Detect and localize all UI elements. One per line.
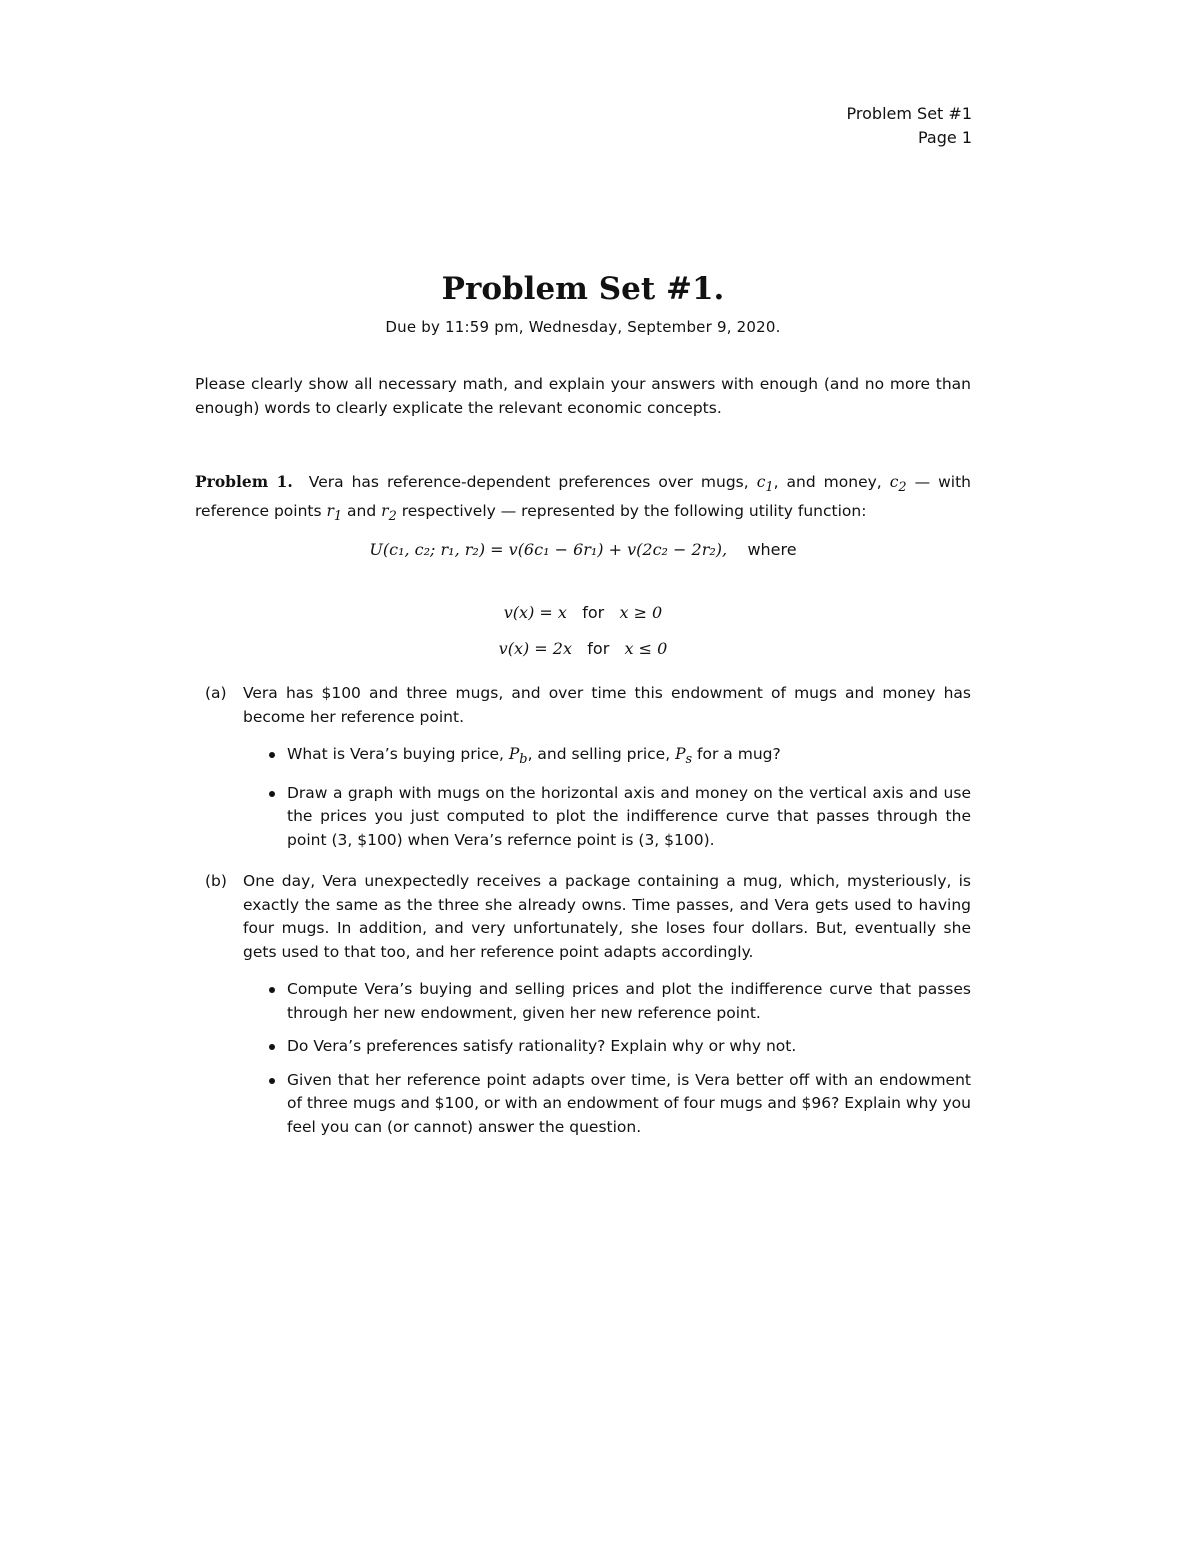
where-word: where xyxy=(747,540,797,559)
part-a-text: Vera has $100 and three mugs, and over time this endowment of mugs and money has become her reference point. xyxy=(243,684,971,726)
list-item: Do Vera’s preferences satisfy rationality? Explain why or why not. xyxy=(287,1035,971,1059)
bullet-icon xyxy=(269,1044,275,1050)
problem-1-statement xyxy=(195,470,971,528)
list-item: Given that her reference point adapts over time, is Vera better off with an endowment of three mugs and $100, or with an endowment of four mugs and $96? Explain why you feel you can (or cannot) answer the question. xyxy=(287,1069,971,1140)
part-a xyxy=(205,682,971,862)
problem-1-text-2: , and money, xyxy=(773,473,890,491)
header-page-number: Page 1 xyxy=(918,128,972,147)
part-b-bullets xyxy=(205,978,971,1139)
part-a-label: (a) xyxy=(205,684,227,702)
part-b xyxy=(205,870,971,1149)
document-title: Problem Set #1. xyxy=(441,271,725,307)
problem-1-text-1: Vera has reference-dependent preferences over mugs, xyxy=(308,473,757,491)
bullet-icon xyxy=(269,1078,275,1084)
utility-function: U(c₁, c₂; r₁, r₂) = v(6c₁ − 6r₁) + v(2c₂ − 2r₂), xyxy=(369,540,728,559)
running-header xyxy=(847,102,972,150)
utility-equation xyxy=(0,540,1166,559)
problem-1-text-4: and xyxy=(342,501,382,520)
part-b-text: One day, Vera unexpectedly receives a package containing a mug, which, mysteriously, is exactly the same as the three she already owns. Time passes, and Vera gets used to having four mugs. In addition, and very unfortunately, she loses four dollars. But, eventually she gets used to that too, and her reference point adapts accordingly. xyxy=(243,872,971,961)
problem-1-text-5: respectively — represented by the following utility function: xyxy=(396,501,867,520)
problem-1-label: Problem 1. xyxy=(195,472,293,491)
bullet-icon xyxy=(269,752,275,758)
list-item: What is Vera’s buying price, $P_b$, and selling price, $P_s$ for a mug? xyxy=(287,743,971,772)
var-r1: $r_1$ xyxy=(326,501,343,524)
list-item: Draw a graph with mugs on the horizontal axis and money on the vertical axis and use the prices you just computed to plot the indifference curve that passes through the point (3, $100) when Vera’s refernce point is (3, $100). xyxy=(287,782,971,853)
instructions-paragraph: Please clearly show all necessary math, and explain your answers with enough (and no more than enough) words to clearly explicate the relevant economic concepts. xyxy=(195,375,971,417)
part-b-label: (b) xyxy=(205,872,227,890)
due-date: Due by 11:59 pm, Wednesday, September 9, 2020. xyxy=(385,318,781,336)
list-item: Compute Vera’s buying and selling prices and plot the indifference curve that passes through her new endowment, given her new reference point. xyxy=(287,978,971,1025)
value-function-loss: v(x) = 2x for x ≤ 0 xyxy=(498,639,668,658)
header-set-name: Problem Set #1 xyxy=(846,104,972,123)
value-function-gain: v(x) = x for x ≥ 0 xyxy=(503,603,663,622)
problem-1-text-3: — with reference points xyxy=(195,473,971,520)
var-c1: $c_1$ xyxy=(756,473,774,496)
var-r2: $r_2$ xyxy=(381,501,397,524)
bullet-icon xyxy=(269,987,275,993)
part-a-bullets xyxy=(205,743,971,852)
var-c2: $c_2$ xyxy=(889,473,907,496)
bullet-icon xyxy=(269,791,275,797)
